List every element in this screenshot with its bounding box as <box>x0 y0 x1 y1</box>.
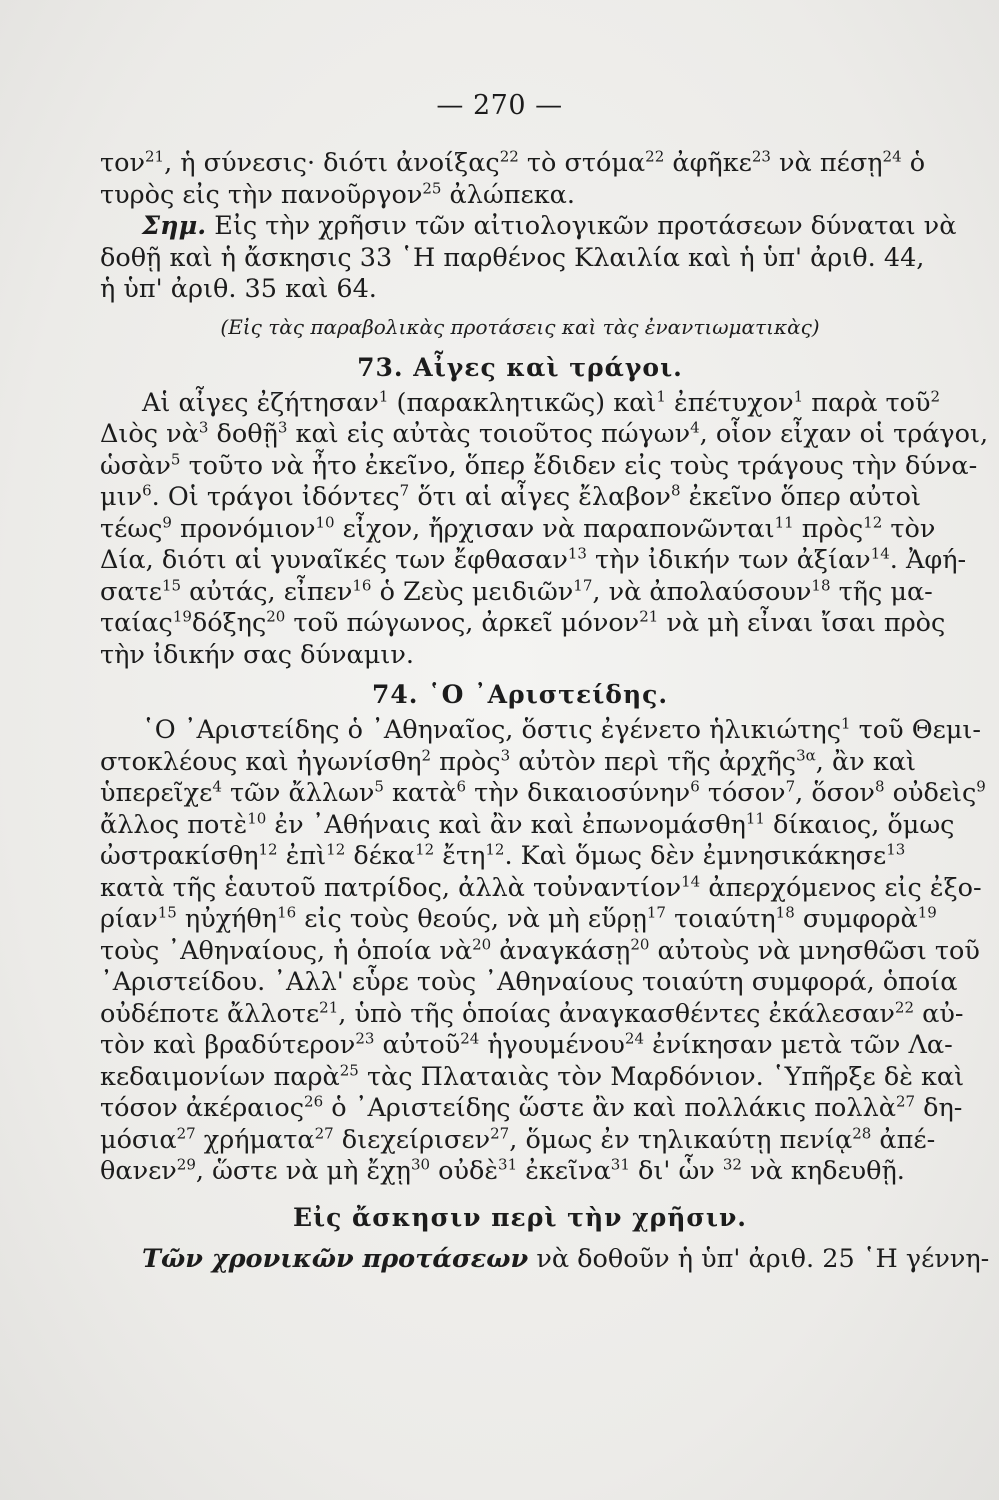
text-line: τοὺς ᾿Αθηναίους, ἡ ὁποία νὰ$^{20}$ ἀναγκάσῃ$^{20}$ αὐτοὺς νὰ μνησθῶσι τοῦ <box>100 935 980 966</box>
page-body <box>100 147 990 1275</box>
section-73-heading: 73. Αἶγες καὶ τράγοι. <box>357 352 683 382</box>
note-line: Σημ. Εἰς τὴν χρῆσιν τῶν αἰτιολογικῶν προτάσεων δύναται νὰ <box>142 211 957 241</box>
text-line: σατε$^{15}$ αὐτάς, εἶπεν$^{16}$ ὁ Ζεὺς μειδιῶν$^{17}$, νὰ ἀπολαύσουν$^{18}$ τῆς μα- <box>100 576 933 607</box>
text-line: κατὰ τῆς ἑαυτοῦ πατρίδος, ἀλλὰ τοὐναντίον$^{14}$ ἀπερχόμενος εἰς ἐξο- <box>100 872 982 903</box>
text-line: ᾿Αριστείδου. ᾿Αλλ' εὗρε τοὺς ᾿Αθηναίους τοιαύτη συμφορά, ὁποία <box>100 967 958 997</box>
text-line: ῾Ο ᾿Αριστείδης ὁ ᾿Αθηναῖος, ὅστις ἐγένετο ἡλικιώτης$^1$ τοῦ Θεμι- <box>142 714 982 745</box>
exercise-lead: Τῶν χρονικῶν προτάσεων <box>142 1243 529 1274</box>
subnote: (Εἰς τὰς παραβολικὰς προτάσεις καὶ τὰς ἐναντιωματικὰς) <box>220 314 820 339</box>
text-line: μιν$^6$. Οἱ τράγοι ἰδόντες$^7$ ὅτι αἱ αἶγες ἔλαβον$^8$ ἐκεῖνο ὅπερ αὐτοὶ <box>100 481 921 512</box>
text-line: μόσια$^{27}$ χρήματα$^{27}$ διεχείρισεν$^{27}$, ὅμως ἐν τηλικαύτῃ πενίᾳ$^{28}$ ἀπέ- <box>100 1124 936 1155</box>
text-line: ἄλλος ποτὲ$^{10}$ ἐν ᾿Αθήναις καὶ ἂν καὶ ἐπωνομάσθη$^{11}$ δίκαιος, ὅμως <box>100 809 955 840</box>
note-line: δοθῇ καὶ ἡ ἄσκησις 33 ῾Η παρθένος Κλαιλία καὶ ἡ ὑπ' ἀριθ. 44, <box>100 242 925 273</box>
text-line: τὴν ἰδικήν σας δύναμιν. <box>100 639 414 670</box>
text-line: τον$^{21}$, ἡ σύνεσις· διότι ἀνοίξας$^{22}$ τὸ στόμα$^{22}$ ἀφῆκε$^{23}$ νὰ πέσῃ$^{24}$ ὁ <box>100 147 926 178</box>
text-line: Δία, διότι αἱ γυναῖκές των ἔφθασαν$^{13}$ τὴν ἰδικήν των ἀξίαν$^{14}$. Ἀφή- <box>100 544 967 575</box>
note-line: ἡ ὑπ' ἀριθ. 35 καὶ 64. <box>100 274 377 304</box>
text-line: ταίας$^{19}$δόξης$^{20}$ τοῦ πώγωνος, ἀρκεῖ μόνον$^{21}$ νὰ μὴ εἶναι ἴσαι πρὸς <box>100 607 946 638</box>
section-74-heading: 74. ῾Ο ᾿Αριστείδης. <box>371 680 669 709</box>
text-line: θανεν$^{29}$, ὥστε νὰ μὴ ἔχῃ$^{30}$ οὐδὲ$^{31}$ ἐκεῖνα$^{31}$ δι' ὧν $^{32}$ νὰ κηδευθῇ. <box>100 1155 905 1186</box>
text-line: ρίαν$^{15}$ ηὐχήθη$^{16}$ εἰς τοὺς θεούς, νὰ μὴ εὕρῃ$^{17}$ τοιαύτη$^{18}$ συμφορὰ$^{19}$ <box>100 903 937 934</box>
text-line: τέως$^9$ προνόμιον$^{10}$ εἶχον, ἤρχισαν νὰ παραπονῶνται$^{11}$ πρὸς$^{12}$ τὸν <box>100 513 936 544</box>
text-line: τὸν καὶ βραδύτερον$^{23}$ αὐτοῦ$^{24}$ ἡγουμένου$^{24}$ ἐνίκησαν μετὰ τῶν Λα- <box>100 1029 953 1060</box>
page-number: — 270 — <box>436 90 563 121</box>
text-line: τόσον ἀκέραιος$^{26}$ ὁ ᾿Αριστείδης ὥστε ἂν καὶ πολλάκις πολλὰ$^{27}$ δη- <box>100 1092 963 1123</box>
text-line: Διὸς νὰ$^3$ δοθῇ$^3$ καὶ εἰς αὐτὰς τοιοῦτος πώγων$^4$, οἷον εἶχαν οἱ τράγοι, <box>100 418 989 449</box>
note-label: Σημ. <box>142 211 207 241</box>
text-line: ὑπερεῖχε$^4$ τῶν ἄλλων$^5$ κατὰ$^6$ τὴν δικαιοσύνην$^6$ τόσον$^7$, ὅσον$^8$ οὐδεὶς$^9$ <box>100 777 986 808</box>
text-line: Αἱ αἶγες ἐζήτησαν$^1$ (παρακλητικῶς) καὶ$^1$ ἐπέτυχον$^1$ παρὰ τοῦ$^2$ <box>142 387 941 418</box>
text-line: ὠστρακίσθη$^{12}$ ἐπὶ$^{12}$ δέκα$^{12}$ ἔτη$^{12}$. Καὶ ὅμως δὲν ἐμνησικάκησε$^{13}$ <box>100 840 906 871</box>
text-line: κεδαιμονίων παρὰ$^{25}$ τὰς Πλαταιὰς τὸν Μαρδόνιον. ῾Υπῆρξε δὲ καὶ <box>100 1061 965 1092</box>
exercise-heading: Εἰς ἄσκησιν περὶ τὴν χρῆσιν. <box>292 1202 748 1232</box>
text-line: στοκλέους καὶ ἠγωνίσθη$^2$ πρὸς$^3$ αὐτὸν περὶ τῆς ἀρχῆς$^{3\alpha}$, ἂν καὶ <box>100 746 916 777</box>
text-line: οὐδέποτε ἄλλοτε$^{21}$, ὑπὸ τῆς ὁποίας ἀναγκασθέντες ἐκάλεσαν$^{22}$ αὐ- <box>100 998 964 1029</box>
text-line: ὡσὰν$^5$ τοῦτο νὰ ἦτο ἐκεῖνο, ὅπερ ἔδιδεν εἰς τοὺς τράγους τὴν δύνα- <box>100 450 978 481</box>
exercise-line: Τῶν χρονικῶν προτάσεων νὰ δοθοῦν ἡ ὑπ' ἀριθ. 25 ῾Η γέννη- <box>142 1243 990 1274</box>
text-line: τυρὸς εἰς τὴν πανοῦργον$^{25}$ ἀλώπεκα. <box>100 179 575 210</box>
